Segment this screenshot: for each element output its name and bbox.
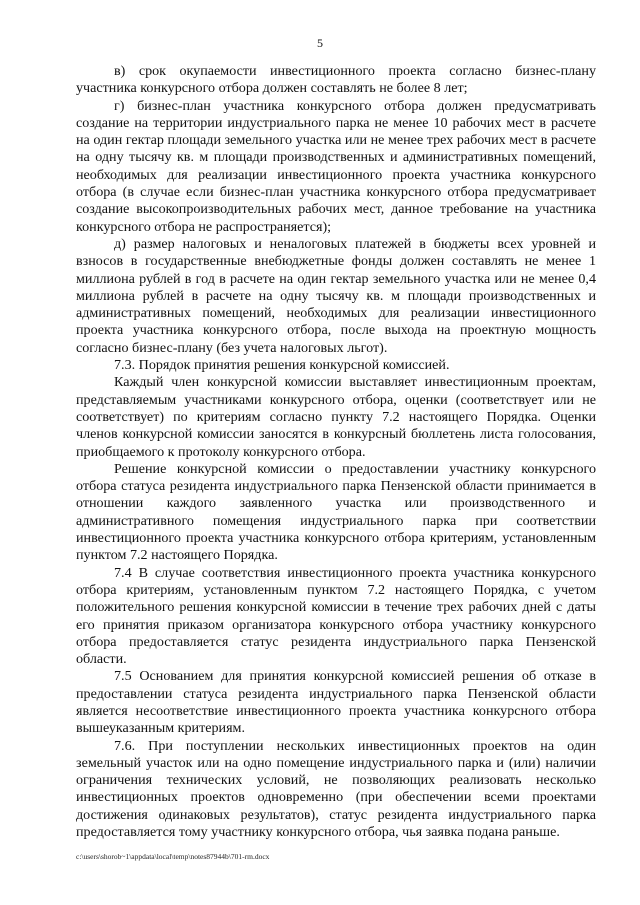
paragraph-v-payback-period: в) срок окупаемости инвестиционного проекта согласно бизнес-плану участника конкурсного отбора должен составлять не более 8 лет; bbox=[76, 63, 596, 97]
paragraph-7-4: 7.4 В случае соответствия инвестиционного проекта участника конкурсного отбора критериям, установленным пунктом 7.2 настоящего Порядка, с учетом положительного решения конкурсной комиссии в течение трех рабочих дней с даты его принятия приказом организатора конкурсного отбора участнику конкурсного отбора предоставляется статус резидента индустриального парка Пензенской области. bbox=[76, 564, 596, 668]
paragraph-7-3-heading: 7.3. Порядок принятия решения конкурсной комиссией. bbox=[114, 357, 450, 374]
page-number: 5 bbox=[317, 36, 323, 50]
paragraph-7-5: 7.5 Основанием для принятия конкурсной комиссией решения об отказе в предоставлении статуса резидента индустриального парка Пензенской области является несоответствие инвестиционного проекта участника конкурсного отбора вышеуказанным критериям. bbox=[76, 668, 596, 737]
document-body bbox=[76, 63, 596, 841]
footer-file-path: c:\users\shorob~1\appdata\local\temp\notes87944b\701-rm.docx bbox=[76, 852, 270, 861]
paragraph-g-jobs-requirement: г) бизнес-план участника конкурсного отбора должен предусматривать создание на территории индустриального парка не менее 10 рабочих мест в расчете на один гектар площади земельного участка или не менее трех рабочих мест в расчете на одну тысячу кв. м площади производственных и административных помещений, необходимых для реализации инвестиционного проекта участника конкурсного отбора (в случае если бизнес-план участника конкурсного отбора предусматривает создание высокопроизводительных рабочих мест, данное требование на участника конкурсного отбора не распространяется); bbox=[76, 97, 596, 235]
paragraph-7-3-evaluation: Каждый член конкурсной комиссии выставляет инвестиционным проектам, представляемым участниками конкурсного отбора, оценки (соответствует или не соответствует) по критериям согласно пункту 7.2 настоящего Порядка. Оценки членов конкурсной комиссии заносятся в конкурсный бюллетень листа голосования, приобщаемого к протоколу конкурсного отбора. bbox=[76, 374, 596, 460]
paragraph-7-3-decision: Решение конкурсной комиссии о предоставлении участнику конкурсного отбора статуса резидента индустриального парка Пензенской области принимается в отношении каждого заявленного участка или производственного и административного помещения индустриального парка при соответствии инвестиционного проекта участника конкурсного отбора критериям, установленным пунктом 7.2 настоящего Порядка. bbox=[76, 460, 596, 564]
paragraph-7-6: 7.6. При поступлении нескольких инвестиционных проектов на один земельный участок или на одно помещение индустриального парка и (или) наличии ограничения технических условий, не позволяющих реализовать несколько инвестиционных проектов одновременно (при обеспечении всеми проектами достижения одинаковых результатов), статус резидента индустриального парка предоставляется тому участнику конкурсного отбора, чья заявка подана раньше. bbox=[76, 737, 596, 841]
paragraph-d-tax-payments: д) размер налоговых и неналоговых платежей в бюджеты всех уровней и взносов в государственные внебюджетные фонды должен составлять не менее 1 миллиона рублей в год в расчете на один гектар земельного участка или не менее 0,4 миллиона рублей в расчете на одну тысячу кв. м площади производственных и административных помещений, необходимых для реализации инвестиционного проекта участника конкурсного отбора, после выхода на проектную мощность согласно бизнес-плану (без учета налоговых льгот). bbox=[76, 235, 596, 356]
